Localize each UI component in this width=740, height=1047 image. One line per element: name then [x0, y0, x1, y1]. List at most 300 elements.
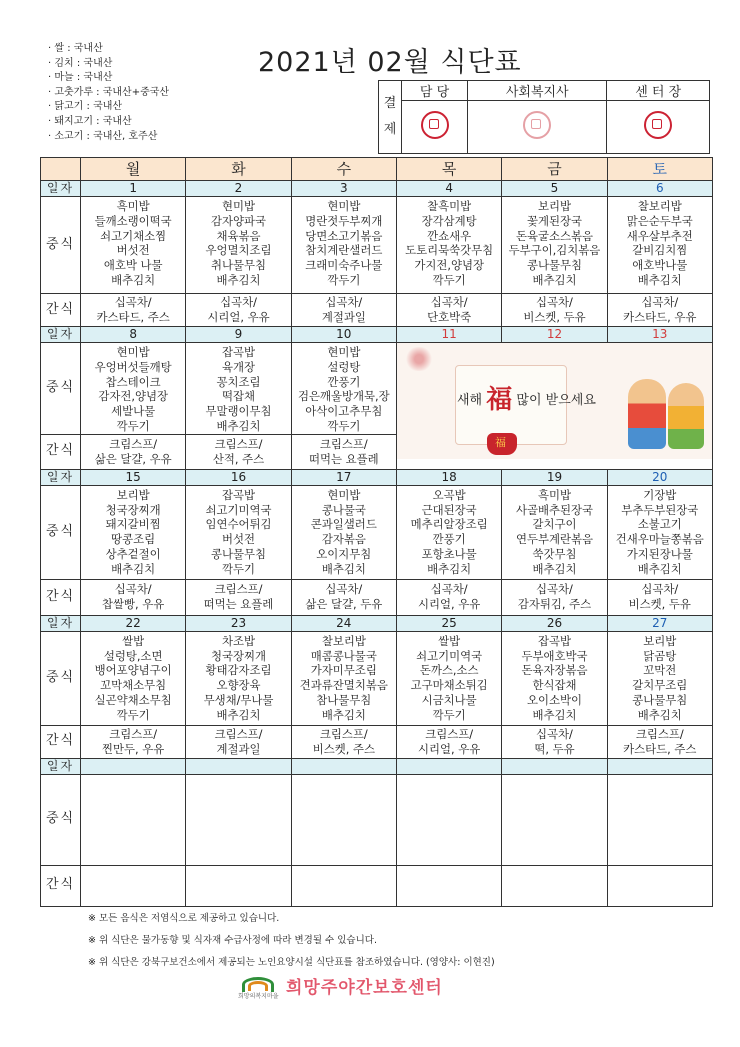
menu-item: 취나물무침	[210, 258, 266, 273]
origin-item: · 고춧가루 : 국내산+중국산	[48, 86, 170, 98]
menu-item: 십곡차/	[325, 582, 363, 597]
menu-item: 크림스프/	[214, 582, 263, 597]
meal-cell	[291, 197, 396, 294]
menu-item: 시금치나물	[421, 692, 477, 707]
menu-item: 십곡차/	[325, 295, 363, 310]
menu-item: 십곡차/	[641, 582, 679, 597]
meal-cell	[186, 343, 291, 435]
menu-item: 비스켓, 두유	[628, 597, 691, 612]
menu-item: 콩나물무침	[632, 692, 688, 707]
menu-item: 십곡차/	[536, 726, 573, 741]
logo-caption: 희망의복지마을	[238, 992, 279, 1000]
menu-item: 콩나물국	[321, 502, 366, 517]
menu-item: 크래미숙주나물	[305, 258, 383, 273]
date-row	[41, 758, 713, 774]
meal-cell	[607, 197, 712, 294]
menu-item: 십곡차/	[430, 295, 468, 310]
menu-item: 견과류잔멸치볶음	[299, 678, 388, 693]
date-cell: 26	[502, 615, 607, 631]
menu-item: 꽃게된장국	[526, 213, 582, 228]
menu-item: 돈육굴소스볶음	[515, 228, 593, 243]
snack-cell	[291, 579, 396, 615]
menu-item: 사골배추된장국	[515, 502, 593, 517]
weekday-header: 금	[502, 158, 607, 181]
menu-item: 설렁탕,소면	[103, 648, 163, 663]
date-cell: 23	[186, 615, 291, 631]
menu-item: 참나물무침	[316, 692, 372, 707]
date-row	[41, 615, 713, 631]
seal-stamp-icon	[644, 111, 672, 139]
approval-role: 센 터 장	[607, 81, 710, 101]
menu-item: 참치계란샐러드	[305, 243, 383, 258]
menu-item: 흑미밥	[537, 487, 571, 502]
menu-item: 계절과일	[321, 310, 366, 324]
menu-item: 계절과일	[216, 741, 261, 756]
date-cell: 5	[502, 181, 607, 197]
menu-item: 배추김치	[111, 272, 156, 287]
menu-item: 현미밥	[327, 199, 361, 213]
menu-item: 꼬막채소무침	[100, 678, 167, 693]
menu-item: 크림스프/	[319, 436, 368, 451]
menu-item: 아삭이고추무침	[305, 404, 383, 419]
menu-item: 오이소박이	[526, 692, 582, 707]
date-cell: 8	[81, 327, 186, 343]
meal-cell	[81, 485, 186, 579]
meal-row	[41, 343, 713, 435]
menu-item: 깍두기	[116, 418, 150, 433]
footnote: ※ 위 식단은 물가동향 및 식자재 수급사정에 따라 변경될 수 있습니다.	[88, 935, 377, 946]
menu-item: 깐쇼새우	[427, 228, 472, 243]
child-hanbok-icon	[668, 383, 704, 449]
date-cell: 18	[396, 469, 501, 485]
menu-item: 잡곡밥	[221, 345, 255, 359]
menu-item: 갈비김치찜	[632, 243, 688, 258]
snack-cell	[502, 579, 607, 615]
menu-item: 현미밥	[221, 199, 255, 213]
date-cell: 16	[186, 469, 291, 485]
snack-cell	[291, 725, 396, 758]
date-cell: 15	[81, 469, 186, 485]
menu-item: 찰보리밥	[637, 199, 682, 213]
menu-item: 깍두기	[327, 272, 361, 287]
menu-item: 흑미밥	[116, 199, 150, 213]
menu-item: 기장밥	[643, 487, 677, 502]
menu-item: 떠먹는 요플레	[308, 451, 379, 466]
menu-item: 찐만두, 우유	[102, 741, 165, 756]
meal-cell	[502, 485, 607, 579]
menu-item: 우엉버섯들깨탕	[94, 359, 172, 374]
menu-item: 십곡차/	[641, 295, 679, 310]
origin-list	[48, 42, 169, 144]
approval-sign-slot[interactable]	[468, 101, 607, 154]
meal-label: 중식	[41, 774, 81, 865]
menu-item: 크림스프/	[319, 726, 368, 741]
greeting-fortune-char: 福	[486, 385, 513, 415]
greeting-pre: 새해	[456, 392, 483, 408]
menu-item: 배추김치	[637, 561, 682, 576]
greeting-post: 많이 받으세요	[516, 392, 596, 408]
date-cell: 27	[607, 615, 712, 631]
menu-item: 건새우마늘쫑볶음	[615, 532, 704, 547]
snack-cell	[502, 294, 607, 327]
date-cell: 10	[291, 327, 396, 343]
menu-item: 보리밥	[116, 487, 150, 502]
meal-label: 중식	[41, 485, 81, 579]
date-label: 일자	[41, 615, 81, 631]
menu-item: 크림스프/	[214, 436, 263, 451]
menu-item: 콘과일샐러드	[310, 517, 377, 532]
meal-cell	[396, 197, 501, 294]
menu-item: 갈치구이	[532, 517, 577, 532]
center-footer	[238, 973, 443, 998]
date-cell: 13	[607, 327, 712, 343]
menu-item: 무생채/무나물	[203, 692, 274, 707]
menu-item: 비스켓, 두유	[523, 310, 586, 324]
weekday-header: 목	[396, 158, 501, 181]
menu-item: 감자전,양념장	[98, 389, 168, 404]
menu-item: 배추김치	[216, 707, 261, 722]
date-cell: 4	[396, 181, 501, 197]
menu-item: 쌀밥	[438, 633, 461, 648]
meal-row	[41, 631, 713, 725]
menu-item: 산적, 주스	[212, 451, 265, 466]
snack-cell	[186, 579, 291, 615]
weekday-header: 수	[291, 158, 396, 181]
menu-item: 한식잡채	[532, 678, 577, 693]
menu-item: 닭곰탕	[643, 648, 677, 663]
menu-item: 포항초나물	[421, 546, 477, 561]
snack-row	[41, 865, 713, 906]
date-row	[41, 327, 713, 343]
menu-item: 육개장	[221, 359, 255, 374]
date-cell: 1	[81, 181, 186, 197]
menu-item: 감자볶음	[321, 532, 366, 547]
origin-item: · 닭고기 : 국내산	[48, 101, 123, 113]
menu-table	[40, 157, 713, 907]
lucky-bag-icon	[487, 433, 517, 455]
menu-item: 크림스프/	[109, 436, 158, 451]
snack-cell	[81, 294, 186, 327]
menu-item: 크림스프/	[635, 726, 684, 741]
snack-cell	[81, 434, 186, 469]
date-row	[41, 181, 713, 197]
seal-stamp-icon	[421, 111, 449, 139]
meal-cell	[396, 485, 501, 579]
approval-box	[378, 80, 710, 154]
menu-item: 부추두부된장국	[621, 502, 699, 517]
menu-item: 십곡차/	[536, 582, 573, 597]
meal-row	[41, 197, 713, 294]
menu-item: 애호박 나물	[103, 258, 163, 273]
weekday-header: 토	[607, 158, 712, 181]
menu-item: 단호박죽	[427, 310, 472, 324]
menu-item: 깍두기	[116, 707, 150, 722]
menu-item: 보리밥	[643, 633, 677, 648]
menu-item: 쇠고기미역국	[205, 502, 272, 517]
menu-item: 두부애호박국	[521, 648, 588, 663]
menu-item: 상추겉절이	[105, 546, 161, 561]
menu-item: 잡곡밥	[537, 633, 571, 648]
date-cell: 2	[186, 181, 291, 197]
snack-cell	[81, 579, 186, 615]
origin-item: · 마늘 : 국내산	[48, 72, 113, 84]
menu-item: 현미밥	[327, 345, 361, 359]
menu-item: 세발나물	[111, 404, 156, 419]
weekday-header-row	[41, 158, 713, 181]
menu-item: 애호박나물	[632, 258, 688, 273]
snack-cell	[396, 579, 501, 615]
menu-item: 십곡차/	[536, 295, 573, 310]
menu-item: 오곡밥	[432, 487, 466, 502]
new-year-banner	[397, 343, 712, 459]
menu-item: 떡, 두유	[534, 741, 575, 756]
menu-item: 두부구이,김치볶음	[508, 243, 601, 258]
menu-item: 오이지무침	[316, 546, 372, 561]
meal-cell	[186, 485, 291, 579]
menu-item: 비스켓, 주스	[312, 741, 375, 756]
center-logo-icon	[238, 975, 279, 1000]
origin-item: · 소고기 : 국내산, 호주산	[48, 130, 158, 142]
meal-cell	[291, 343, 396, 435]
approval-side-label	[379, 81, 402, 154]
menu-item: 카스타드, 주스	[96, 310, 170, 324]
menu-item: 가자미무조림	[310, 663, 377, 678]
date-cell: 3	[291, 181, 396, 197]
meal-cell	[291, 631, 396, 725]
menu-item: 근대된장국	[421, 502, 477, 517]
menu-item: 깐풍기	[327, 374, 361, 389]
date-cell: 11	[396, 327, 501, 343]
origin-item: · 김치 : 국내산	[48, 57, 113, 69]
snack-cell	[607, 579, 712, 615]
date-label: 일자	[41, 181, 81, 197]
menu-item: 십곡차/	[114, 295, 152, 310]
menu-item: 메추리알장조림	[410, 517, 488, 532]
meal-label: 중식	[41, 343, 81, 435]
menu-item: 배추김치	[532, 272, 577, 287]
snack-label: 간식	[41, 579, 81, 615]
menu-item: 배추김치	[216, 272, 261, 287]
snack-cell	[186, 294, 291, 327]
menu-item: 콩나물무침	[526, 258, 582, 273]
snack-cell	[186, 434, 291, 469]
date-cell: 24	[291, 615, 396, 631]
menu-item: 떡잡채	[221, 389, 255, 404]
meal-cell	[186, 197, 291, 294]
menu-item: 배추김치	[637, 272, 682, 287]
menu-item: 임연수어튀김	[205, 517, 272, 532]
menu-item: 배추김치	[216, 418, 261, 433]
snack-label: 간식	[41, 294, 81, 327]
menu-item: 십곡차/	[220, 295, 257, 310]
snack-label: 간식	[41, 725, 81, 758]
menu-item: 황태감자조림	[205, 663, 272, 678]
page-title: 2021년 02월 식단표	[258, 47, 522, 78]
menu-item: 시리얼, 우유	[418, 741, 481, 756]
menu-item: 크림스프/	[109, 726, 158, 741]
menu-item: 연두부계란볶음	[515, 532, 593, 547]
menu-item: 당면소고기볶음	[305, 228, 383, 243]
snack-row	[41, 579, 713, 615]
meal-cell	[502, 631, 607, 725]
menu-item: 깍두기	[221, 561, 255, 576]
menu-item: 배추김치	[111, 561, 156, 576]
menu-item: 가지된장나물	[626, 546, 693, 561]
approval-sign-slot[interactable]	[607, 101, 710, 154]
meal-cell	[396, 631, 501, 725]
menu-item: 갈치무조림	[632, 678, 688, 693]
menu-item: 찹쌀빵, 우유	[102, 597, 165, 612]
seal-stamp-icon	[523, 111, 551, 139]
menu-item: 가지전,양념장	[414, 258, 484, 273]
meal-cell	[607, 485, 712, 579]
menu-item: 배추김치	[321, 707, 366, 722]
snack-row	[41, 725, 713, 758]
date-cell: 17	[291, 469, 396, 485]
menu-item: 삶은 달걀, 우유	[94, 451, 172, 466]
menu-item: 돈육자장볶음	[521, 663, 588, 678]
menu-item: 현미밥	[327, 487, 361, 502]
menu-item: 꽁치조림	[216, 374, 261, 389]
menu-item: 깍두기	[327, 418, 361, 433]
menu-item: 도토리묵쑥갓무침	[405, 243, 494, 258]
menu-item: 잡곡밥	[221, 487, 255, 502]
menu-item: 깍두기	[432, 707, 466, 722]
child-hanbok-icon	[628, 379, 666, 449]
menu-item: 크림스프/	[425, 726, 474, 741]
menu-item: 새우살부추전	[626, 228, 693, 243]
meal-cell	[607, 631, 712, 725]
menu-item: 시리얼, 우유	[418, 597, 481, 612]
menu-item: 채육볶음	[216, 228, 261, 243]
date-cell: 9	[186, 327, 291, 343]
date-cell: 20	[607, 469, 712, 485]
menu-item: 소불고기	[637, 517, 682, 532]
menu-item: 십곡차/	[430, 582, 468, 597]
snack-cell	[396, 294, 501, 327]
menu-item: 돼지갈비찜	[105, 517, 161, 532]
blossom-icon	[401, 347, 437, 371]
weekday-header: 화	[186, 158, 291, 181]
menu-item: 맑은순두부국	[626, 213, 693, 228]
menu-item: 배추김치	[321, 561, 366, 576]
menu-item: 쑥갓무침	[532, 546, 577, 561]
meal-label: 중식	[41, 197, 81, 294]
menu-item: 깍두기	[432, 272, 466, 287]
menu-item: 십곡차/	[114, 582, 152, 597]
snack-cell	[502, 725, 607, 758]
menu-item: 고구마채소튀김	[410, 678, 488, 693]
meal-row	[41, 485, 713, 579]
menu-item: 배추김치	[427, 561, 472, 576]
menu-item: 카스타드, 우유	[623, 310, 697, 324]
date-row	[41, 469, 713, 485]
menu-item: 설렁탕	[327, 359, 361, 374]
snack-cell	[291, 434, 396, 469]
menu-item: 뱅어포양념구이	[94, 663, 172, 678]
menu-item: 우엉멸치조림	[205, 243, 272, 258]
menu-item: 감자양파국	[210, 213, 266, 228]
menu-item: 감자튀김, 주스	[517, 597, 592, 612]
footnote: ※ 위 식단은 강북구보건소에서 제공되는 노인요양시설 식단표를 참조하였습니다. (영양사: 이현진)	[88, 957, 495, 968]
origin-item: · 돼지고기 : 국내산	[48, 115, 132, 127]
snack-cell	[81, 725, 186, 758]
menu-item: 청국장찌개	[105, 502, 161, 517]
holiday-banner-cell	[396, 343, 712, 470]
menu-item: 검은깨울방개묵,장	[297, 389, 390, 404]
snack-label: 간식	[41, 434, 81, 469]
menu-item: 찹스테이크	[105, 374, 161, 389]
menu-item: 찰보리밥	[321, 633, 366, 648]
menu-item: 깐풍기	[432, 532, 466, 547]
menu-item: 쌀밥	[122, 633, 145, 648]
snack-cell	[607, 294, 712, 327]
menu-item: 무말랭이무침	[205, 404, 272, 419]
menu-item: 찰흑미밥	[427, 199, 472, 213]
greeting-text	[456, 385, 596, 415]
weekday-header: 월	[81, 158, 186, 181]
menu-item: 매콤콩나물국	[310, 648, 377, 663]
menu-item: 버섯전	[116, 243, 150, 258]
menu-item: 오향장육	[216, 678, 261, 693]
menu-item: 땅콩조림	[111, 532, 156, 547]
approval-side-top: 결	[383, 96, 397, 111]
meal-cell	[291, 485, 396, 579]
snack-cell	[396, 725, 501, 758]
date-cell: 12	[502, 327, 607, 343]
menu-item: 보리밥	[537, 199, 571, 213]
menu-item: 시리얼, 우유	[207, 310, 270, 324]
menu-item: 크림스프/	[214, 726, 263, 741]
menu-item: 배추김치	[532, 561, 577, 576]
snack-cell	[607, 725, 712, 758]
menu-item: 배추김치	[532, 707, 577, 722]
snack-cell	[291, 294, 396, 327]
menu-item: 꼬막전	[643, 663, 677, 678]
meal-label: 중식	[41, 631, 81, 725]
menu-item: 명란젓두부찌개	[305, 213, 383, 228]
menu-item: 배추김치	[637, 707, 682, 722]
menu-item: 돈까스,소스	[419, 663, 479, 678]
menu-item: 현미밥	[116, 345, 150, 359]
menu-item: 콩나물무침	[210, 546, 266, 561]
menu-item: 쇠고기미역국	[416, 648, 483, 663]
date-cell: 6	[607, 181, 712, 197]
date-cell: 25	[396, 615, 501, 631]
menu-item: 실곤약채소무침	[94, 692, 172, 707]
snack-row	[41, 294, 713, 327]
footnote: ※ 모든 음식은 저염식으로 제공하고 있습니다.	[88, 913, 280, 924]
date-cell: 19	[502, 469, 607, 485]
menu-item: 들깨소랭이떡국	[94, 213, 172, 228]
snack-cell	[186, 725, 291, 758]
center-name: 희망주야간보호센터	[286, 978, 443, 998]
menu-item: 차조밥	[221, 633, 255, 648]
approval-sign-slot[interactable]	[402, 101, 468, 154]
approval-side-bottom: 제	[383, 122, 397, 137]
date-cell: 22	[81, 615, 186, 631]
menu-item: 장각삼계탕	[421, 213, 477, 228]
date-label: 일자	[41, 758, 81, 774]
menu-item: 쇠고기채소찜	[100, 228, 167, 243]
menu-item: 삶은 달걀, 두유	[305, 597, 383, 612]
meal-cell	[81, 197, 186, 294]
date-label: 일자	[41, 327, 81, 343]
approval-role: 담 당	[402, 81, 468, 101]
footnotes	[88, 908, 495, 974]
meal-row	[41, 774, 713, 865]
meal-cell	[502, 197, 607, 294]
